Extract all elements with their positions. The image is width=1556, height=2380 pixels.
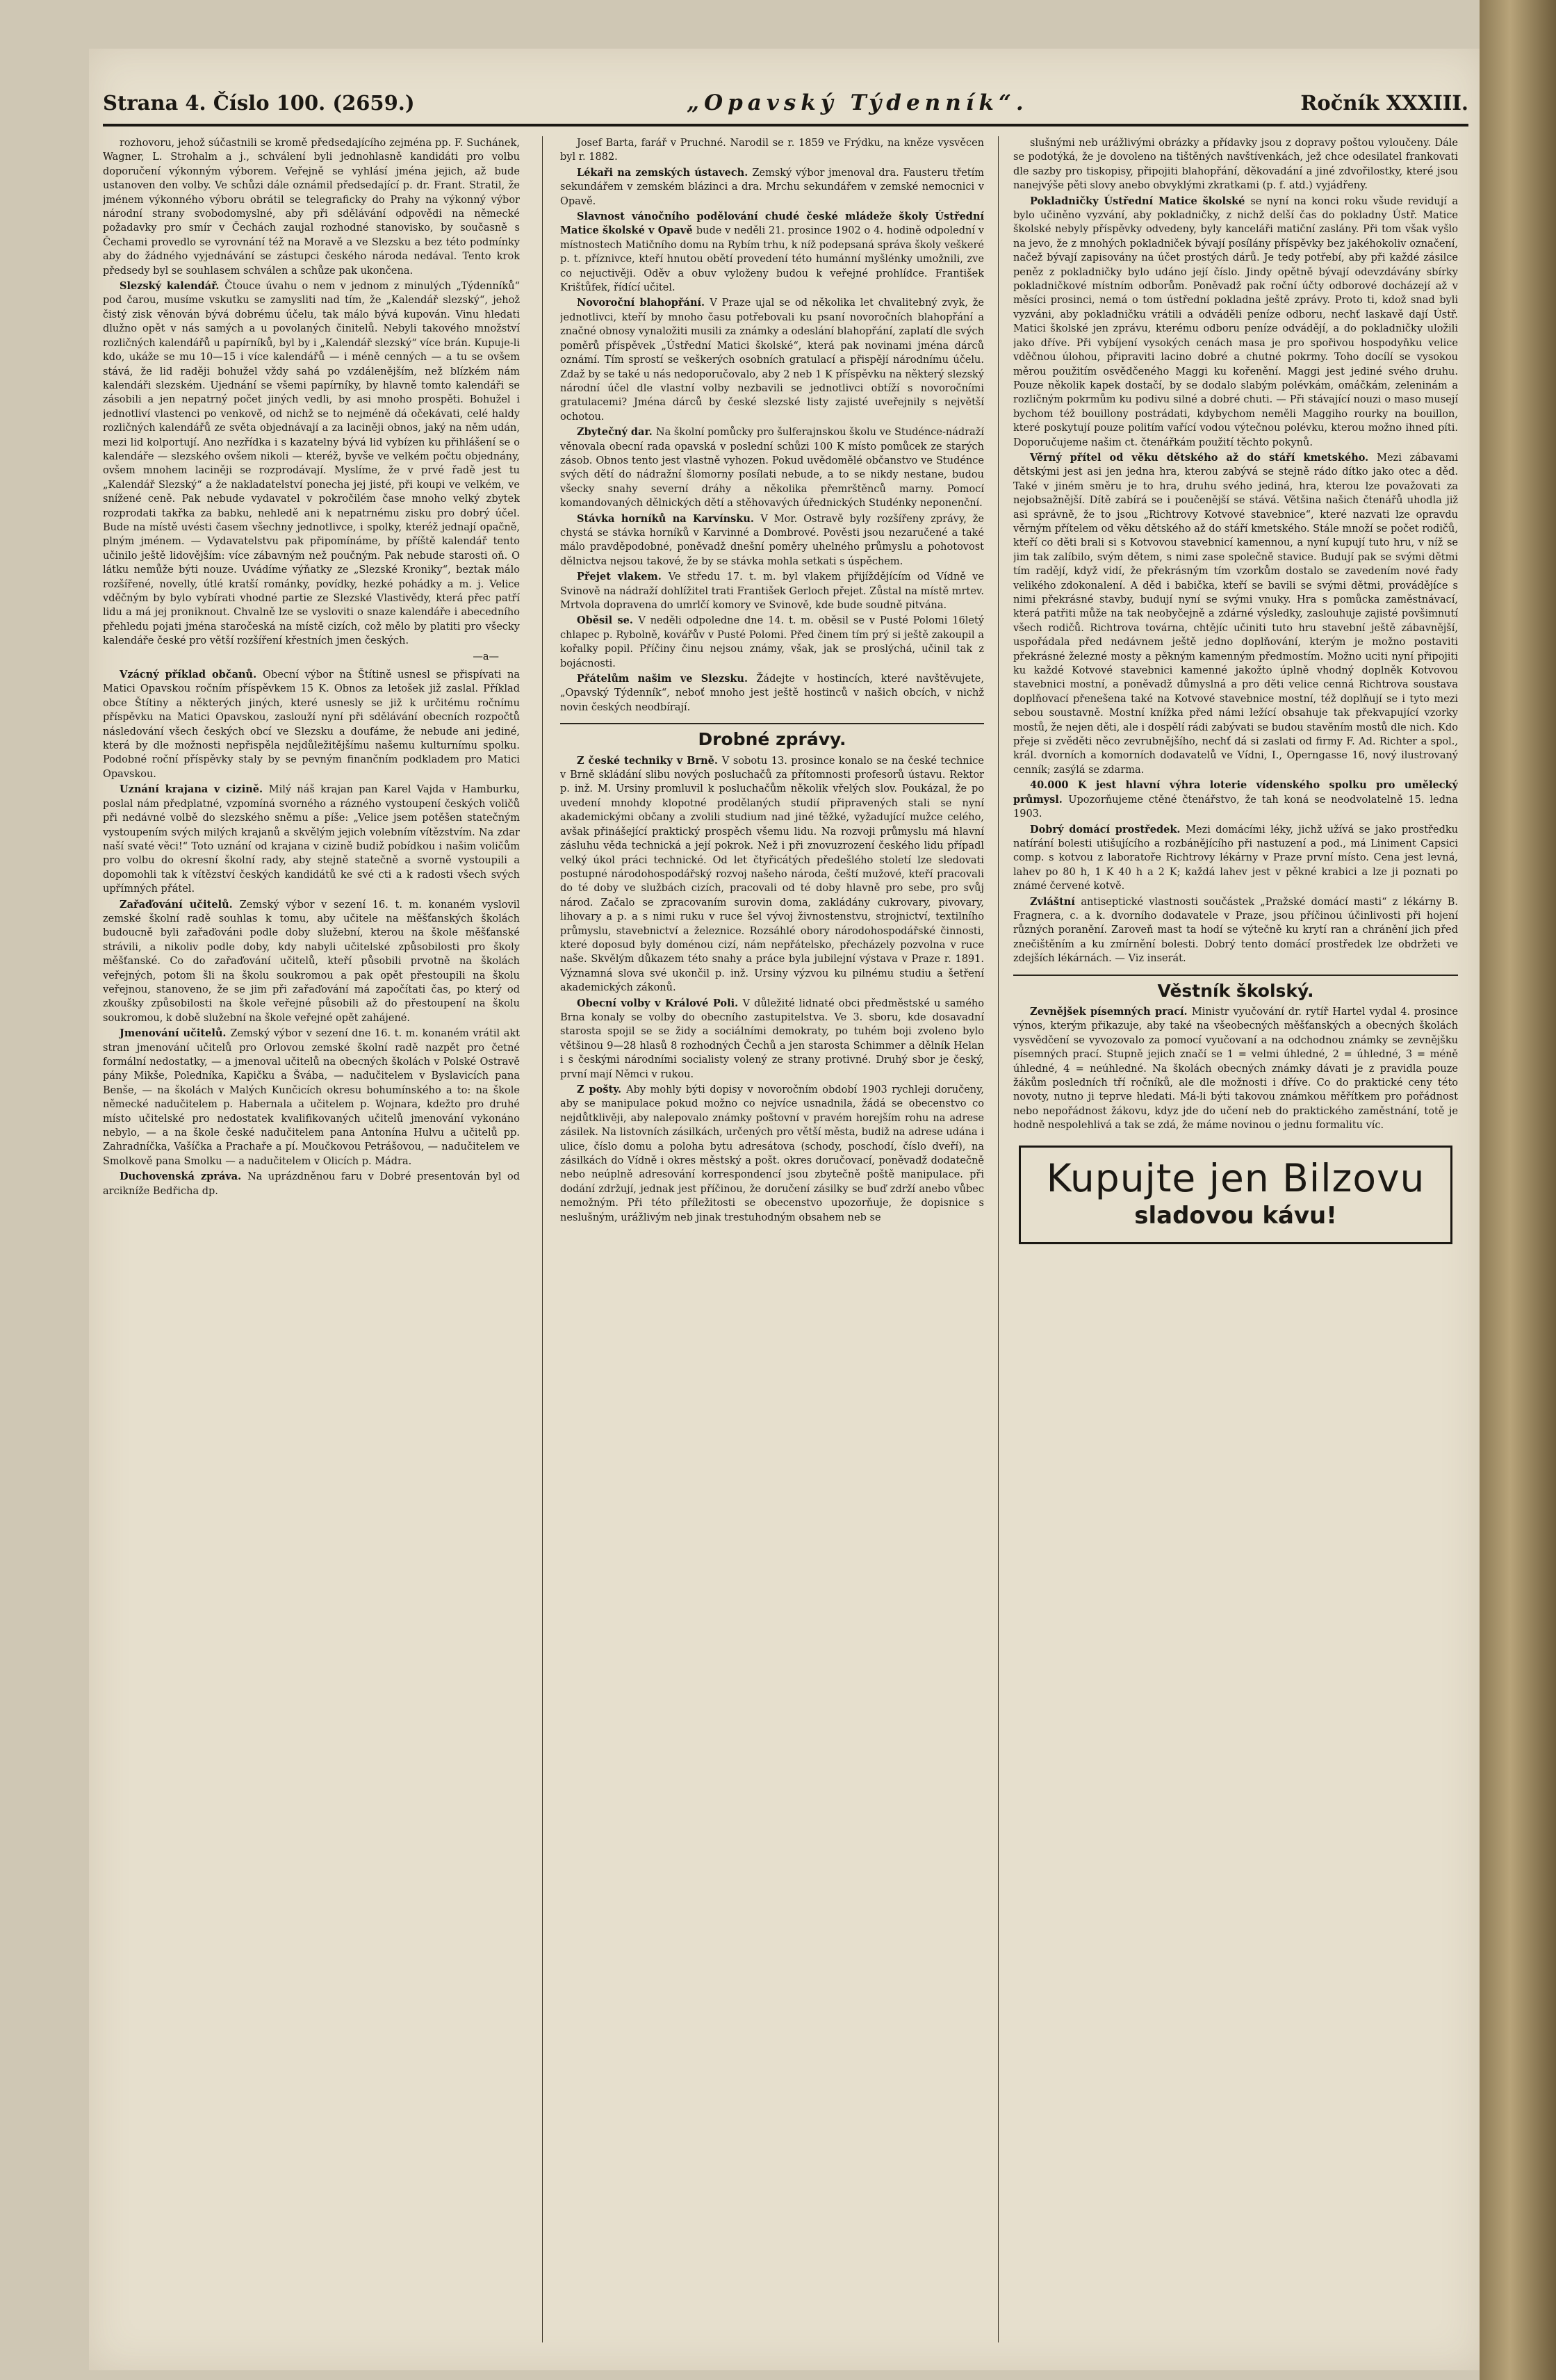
article-text: Milý náš krajan pan Karel Vajda v Hamburku, poslal nám předplatné, vzpomíná svorného a rázného vystoupení českých voličů při nedávné volbě do slezského sněmu a píše: „Velice jsem potěšen statečným vystoupením svých milých krajanů a skvělým jejich volebním vítězstvím. Na zdar naší svaté věci!“ Toto uznání od krajana v cizině budiž pobídkou i našim voličům pro volbu do okresní školní rady, aby stejně statečně a svorně vystoupili a dopomohli tak k vítězství českých kandidátů ke své cti a k radosti všech svých upřímných přátel. bbox=[103, 784, 520, 895]
article-headline: Z pošty. bbox=[577, 1084, 627, 1095]
article-text: V neděli odpoledne dne 14. t. m. oběsil se v Pusté Polomi 16letý chlapec p. Rybolně, kovářův v Pusté Polomi. Před činem tím prý si ještě zakoupil a kořalky popil. Příčiny činu nejsou známy, však, jak se proslýchá, učinil tak z bojácnosti. bbox=[560, 615, 984, 669]
ad-subline: sladovou kávu! bbox=[1134, 1201, 1337, 1230]
article-headline: Věrný přítel od věku dětského až do stáří kmetského. bbox=[1030, 451, 1377, 464]
article-paragraph bbox=[1013, 779, 1458, 821]
article-text: Mezi domácími léky, jichž užívá se jako prostředku natírání bolesti utišujícího a rozbánějícího při nastuzení a pod., má Liniment Capsici comp. s kotvou z laboratoře Richtrovy lékárny v Praze první místo. Cena jest levná, lahev po 80 h, 1 K 40 h a 2 K; každá lahev jest v pěkné krabici a lze ji poznati po známé červené kotvě. bbox=[1013, 824, 1458, 892]
article-paragraph bbox=[1013, 136, 1458, 193]
article-text: V sobotu 13. prosince konalo se na české technice v Brně skládání slibu nových posluchačů za přítomnosti profesorů ústavu. Rektor p. inž. M. Ursiny promluvil k posluchačům několik vřelých slov. Poukázal, že po uvedení mnohdy klopotné prodělaných studií připravených stali se nyní akademickými občany a zvolili studium nad jiné těžké, vyžadující mužce celého, avšak přinášející praktický prospěch všemu lidu. Na rozvoji průmyslu má hlavní zásluhu věda technická a její pokrok. Než i při znovuzrození českého lidu případl velký úkol práci technické. Od let čtyřicátých předešlého století lze sledovati postupné národohospodářský rozvoj našeho národa, čeští mužové, kteří pracovali do té doby ve službách cizích, pracovali od té doby hlavně pro sebe, pro svůj národ. Začalo se zpracovaním surovin doma, zakládány cukrovary, pivovary, lihovary a p. a s nimi ruku v ruce šel vývoj živnostenstvu, strojnictví, textilního průmyslu, stavebnictví a železnice. Rozsáhlé obory národohospodářské činnosti, které doposud byly doménou cizí, nám nepřátelsko, přecházely pozvolna v ruce naše. Skvělým důkazem této snahy a práce byla jubilejní výstava v Praze r. 1891. Významná slova své ukončil p. inž. Ursiny výzvou ku pilnému studiu a šetření akademických zákonů. bbox=[560, 755, 984, 994]
article-headline: Jmenování učitelů. bbox=[120, 1027, 231, 1040]
volume-number: Ročník XXXIII. bbox=[1300, 91, 1468, 115]
column-rule bbox=[998, 136, 999, 2342]
article-headline: Vzácný příklad občanů. bbox=[120, 669, 263, 681]
ad-headline: Kupujte jen Bilzovu bbox=[1046, 1155, 1425, 1200]
article-paragraph bbox=[1013, 823, 1458, 894]
article-text: Josef Barta, farář v Pruchné. Narodil se r. 1859 ve Frýdku, na kněze vysvěcen byl r. 1882. bbox=[560, 138, 984, 163]
article-paragraph bbox=[103, 1027, 520, 1168]
page-header bbox=[103, 82, 1468, 127]
article-paragraph bbox=[560, 614, 984, 671]
article-text: Aby mohly býti dopisy v novoročním období 1903 rychleji doručeny, aby se manipulace pokud možno co nejvíce usnadnila, žádá se obecenstvo co nejdůtklivěji, aby nalepovalo známky poštovní v pravém horejším rohu na adrese zásilek. Na listovních zásilkách, určených pro větší města, budiž na adrese udána i ulice, číslo domu a poloha bytu adresátova (schody, poschodí, číslo dveří), na zásilkách do Vídně i okres městský a pošt. okres doručovací, poněvadž dodatečně nebo neúplně adresování korrespondencí jsou zbytečně poště manipulace. při dodání zdržují, jednak jest příčinou, že doručení zásilky se buď zdrží anebo vůbec nemožným. Při této příležitosti se obecenstvo upozorňuje, že dopisnice s neslušným, urážlivým neb jinak trestuhodným obsahem neb se bbox=[560, 1084, 984, 1223]
article-headline: Zařaďování učitelů. bbox=[120, 898, 240, 911]
article-text: Čtouce úvahu o nem v jednom z minulých „Týdenníků“ pod čarou, musíme vskutku se zamysliti nad tím, že „Kalendář slezský“, jehož čistý zisk věnován bývá dobrému účelu, tak málo bývá kupován. Vinu hledati dlužno opět v nás samých a u povolaných činitelů. Nebyli takového množství rozličných kalendářů u papírníků, byl by i „Kalendář slezský“ více brán. Kupuje-li kdo, ukáže se mu 10—15 i více kalendářů — i méně cenných — a tu se ovšem stává, že lid raději bohužel vždy sahá po vzdálenějším, než blízkém nám kalendáři slezském. Ujednání se všemi papírníky, by hlavně tomto kalendáři se zásobili a jen nepatrný počet jiných vedli, by asi mnoho prospěti. Bohužel i jednotliví vlastenci po venkově, od nichž se to nejméně dá očekávati, celé haldy rozličných kalendářů ze světa objednávají a za laciněji obnos, jaký na něm udán, mezi lid kolportují. Ano nezřídka i s kazatelny bývá lid vybízen ku přihlášení se o kalendáře — slezského ovšem nikoli — kteréž, byvše ve velkém počtu objednány, ovšem mnohem laciněji se rozprodávají. Myslíme, že v prvé řadě jest tu „Kalendář Slezský“ a že nakladatelství ponecha jej jisté, při koupi ve velkém, ve snížené ceně. Pak nebude vydavatel v pokročilém čase mnoho velký zbytek rozprodati takřka za babku, nehledě ani k nepatrnému zisku pro dobrý účel. Bude na místě uvésti časem všechny jednotlivce, i spolky, kteréž jednají opačně, plným jménem. — Vydavatelstvu pak připomínáme, by příště kalendář tento učinilo ještě lidovějším: více zábavným než poučným. Pak nebude starosti oň. O látku nemůže býti nouze. Uvádíme výňatky ze „Slezské Kroniky“, beztak málo rozšířené, novelly, útlé kratší románky, povídky, hezké pohádky a m. j. Velice vděčným by bylo vybírati vhodné partie ze Slezské Vlastivědy, která přec patří lidu a má jej proniknout. Chvalně lze se vysloviti o snaze kalendáře i abecedního přehledu pojati jména staročeská na místě cizích, což mělo by platiti pro všecky kalendáře české pro větší rozšíření křestních jmen českých. bbox=[103, 281, 520, 647]
article-headline: Dobrý domácí prostředek. bbox=[1030, 823, 1186, 836]
column-rule bbox=[542, 136, 543, 2342]
article-signature: —a— bbox=[473, 651, 499, 662]
article-text: slušnými neb urážlivými obrázky a přídavky jsou z dopravy poštou vyloučeny. Dále se podotýká, že je dovoleno na tištěných navštívenkách, jež chce odesilatel frankovati dle sazby pro tiskopisy, připojiti blahopřání, děkovadání a jiné zdvořilostky, které jsou nanejvýše pěti slovy anebo obvyklými zkratkami (p. f. atd.) vyjádřeny. bbox=[1013, 138, 1458, 192]
article-headline: Zevnějšek písemných prací. bbox=[1030, 1005, 1192, 1018]
advertisement bbox=[1019, 1146, 1452, 1244]
article-headline: Zbytečný dar. bbox=[577, 426, 656, 439]
column-1 bbox=[103, 136, 520, 2342]
article-headline: Novoroční blahopřání. bbox=[577, 297, 710, 309]
article-paragraph bbox=[560, 166, 984, 209]
article-headline: Oběsil se. bbox=[577, 614, 639, 627]
article-paragraph bbox=[103, 783, 520, 896]
page-binding-edge bbox=[1480, 0, 1556, 2380]
article-paragraph bbox=[560, 512, 984, 569]
article-paragraph bbox=[560, 296, 984, 424]
article-headline: Stávka horníků na Karvínsku. bbox=[577, 512, 761, 525]
article-paragraph bbox=[560, 136, 984, 165]
article-text: Na uprázdněnou faru v Dobré presentován byl od arcikníže Bedřicha dp. bbox=[103, 1171, 520, 1197]
page-number: Strana 4. Číslo 100. (2659.) bbox=[103, 91, 415, 115]
article-text: Ministr vyučování dr. rytíř Hartel vydal 4. prosince výnos, kterým přikazuje, aby také na všeobecných měšťanských a obecných školách vysvědčení se vyvozovalo za pomocí vyučovaní a na odchodnou známky se zevnějšku písemných prací. Stupně jejich značí se 1 = velmi úhledné, 2 = úhledné, 3 = méně úhledné, 4 = neúhledné. Na školách obecných známky dávati je z pravidla pouze žákům posledních tří ročníků, ale dle možnosti i dříve. Co do praktické ceny této novoty, nutno ji teprve hledati. Má-li býti takovou známkou měřítkem pro pořádnost nebo nepořádnost žákovu, kdyz jde do učení neb do praktického zaměstnání, totě je hodně nespolehlivá a tak se zdá, že máme novinou o jednu formalitu víc. bbox=[1013, 1006, 1458, 1132]
article-paragraph bbox=[103, 668, 520, 781]
article-paragraph bbox=[1013, 1005, 1458, 1133]
article-text: se nyní na konci roku všude revidují a bylo učiněno vyzvání, aby pokladničky, z nichž delší čas do pokladny Ústř. Matice školské nebyly příspěvky odvedeny, byly kanceláři matiční zaslány. Při tom však vyšlo na jevo, že z mnohých pokladniček bývají posílány příspěvky bez jakéhokoliv označení, načež bývají zapisovány na účet prostých dárů. Je tedy potřebí, aby při každé zásilce peněz z pokladničky bylo udáno její číslo. Jindy opětně bývají odevzdávány sbírky pokladničkové místním odborům. Poněvadž pak roční účty odborové docházejí až v měsíci prosinci, nemá o tom ústřední pokladna ještě zprávy. Proto ti, kdož snad byli vyzváni, aby pokladničku vrátili a odváděli peníze odboru, nechť laskavě dají Ústř. Matici školské jen zprávu, kterému odboru peníze odvádějí, a do pokladničky uložili jako dříve. Při vybíjení vysokých cenách masa je pro spořivou hospodyňku velice vděčnou úlohou, připraviti lacino dobré a chutné pokrmy. Toho docílí se vysokou měrou použitím osvědčeného Maggi ku kořenění. Maggi jest jediné svého druhu. Pouze několik kapek dostačí, by se dodalo slabým polévkám, omáčkám, zeleninám a rozličným pokrmům ku podivu silné a dobré chuti. — Při stávající nouzi o maso musejí bychom též bouillony postrádati, kdybychom neměli Maggiho rourky na bouillon, které poskytují pouze politím vařící vodou výtečnou polévku, kterou možno ihned píti. Doporučujeme našim ct. čtenářkám použití těchto pokynů. bbox=[1013, 195, 1458, 448]
article-paragraph bbox=[560, 570, 984, 612]
article-text: antiseptické vlastnosti součástek „Pražské domácí masti“ z lékárny B. Fragnera, c. a k. dvorního dodavatele v Praze, jsou příčinou účinlivosti při hojení různých poranění. Zaroveň mast ta hodí se výtečně ku krytí ran a chránění jich před znečištěním a ku zmírnění bolesti. Dobrý tento domácí prostředek lze obdržeti ve zdejších lékárnách. — Viz inserát. bbox=[1013, 896, 1458, 965]
article-text: Obecní výbor na Štítině usnesl se přispívati na Matici Opavskou ročním příspěvkem 15 K. Obnos za letošek již zaslal. Příklad obce Štítiny a některých jiných, které usnesly se již k určitému ročnímu příspěvku na Matici Opavskou, zaslouží nyní při sdělávání obecních rozpočtů následování všech českých obcí ve Slezsku a doufáme, že nebude ani jediné, která by dle možnosti nepřispěla nejdůležitějšímu našemu kulturnímu spolku. Podobné roční příspěvky staly by se pevným finančním podkladem pro Matici Opavskou. bbox=[103, 669, 520, 780]
article-text: Mezi zábavami dětskými jest asi jen jedna hra, kterou zabývá se stejně rádo dítko jako otec a děd. Také v jiném směru je to hra, druhu svého jediná, hra, kterou lze považovati za nejobsažnější. Dítě zabírá se i poučenější se stává. Většina našich čtenářů uhodla již asi správně, že to jsou „Richtrovy Kotvové stavebnice“, které nazvati lze opravdu věrným přítelem od věku dětského až do stáří kmetského. Stále množí se počet rodičů, kteří co děti brali si s Kotvovou stavebnicí kamennou, a nyní kupují tuto hru, v níž se jim tak zalíbilo, svým dětem, s nimi zase společně stavice. Budují pak se svými dětmi tím radějí, když vidí, že překrásným tím vzorkům dostalo se zavedením nové řady velikého zdokonalení. A děd i babička, kteří se bavili se svými dětmi, provádějíce s nimi překrásné stavby, budují nyní se svými vnuky. Hra s pomůcka zaměstnávací, která patřiti může na tak neobyčejně a zdárné výsledky, zaslouhuje zajisté povšimnutí všech rodičů. Richtrova továrna, chtějíc učiniti tuto hru stavební ještě zábavnější, uspořádala před nedávnem ještě jedno doplňování, kterým je možno postaviti překrásné železné mosty a pěkným kamenným předmostím. Možno uciti nyní připojiti ku každé Kotvové stavebnici kamenné jakožto úplně vhodný doplněk Kotvovou stavebnici mostní, a poněvadž důmyslná a pro děti velice cenná Richtrova soustava doplňovací přenešena také na Kotvové stavebnice mostní, též doplňují se i tyto mezi sebou soustavně. Mostní knížka před námi ležící obsahuje tak překvapující vzorky mostů, že nejen děti, ale i dospělí rádi zabývati se budou stavěním mostů dle nich. Kdo přeje si zvěděti něco zevrubnějšího, nechť dá si zaslati od firmy F. Ad. Richter a spol., král. dvorních a komorních dodavatelů ve Vídni, I., Operngasse 16, nový ilustrovaný cenník; zasýlá se zdarma. bbox=[1013, 452, 1458, 776]
article-paragraph bbox=[103, 279, 520, 649]
article-text: Na školní pomůcky pro šulferajnskou školu ve Studénce-nádraží věnovala obecní rada opavská v poslední schůzi 100 K místo pomůcek ze starých zásob. Obnos tento jest vlastně vyhozen. Pokud uvědomělé občanstvo ve Studénce svých dětí do nádražní šlomorny posílati nebude, a to se nikdy nestane, budou všecky snahy severní dráhy a několika přemrštěnců marny. Pomocí komandovaných dělnických dětí a stěhovavých úřednických Studénky neponenční. bbox=[560, 427, 984, 510]
article-headline: Přejet vlakem. bbox=[577, 571, 669, 583]
article-text: Zemský výbor v sezení dne 16. t. m. konaném vrátil akt stran jmenování učitelů pro Orlovou zemské školní radě nazpět pro četné formální nedostatky, — a jmenoval učitelů na obecných školách v Polské Ostravě pány Mikše, Poledníka, Kapičku a Švába, — nadučitelem v Byslavicích pana Benše, — na školách v Malých Kunčicích okresu bohumínského a to: na škole německé nadučitelem p. Habernala a učitelem p. Wojnara, kdežto pro druhé místo učitelské pro nedostatek kvalifikovaných učitelů jmenování vykonáno nebylo, — a na škole české nadučitelem pana Antonína Hulvu a učitelů pp. Zahradníčka, Vašíčka a Prachaře a pí. Moučkovou Petrášovou, — nadučitelem ve Smolkově pana Smolku — a nadučitelem v Olicích p. Mádra. bbox=[103, 1028, 520, 1167]
article-headline: Slavnost vánočního podělování chudé české mládeže školy Ústřední Matice školské v Opavě bbox=[560, 211, 984, 237]
newspaper-title: „Opavský Týdenník“. bbox=[687, 90, 1029, 115]
article-text: Upozorňujeme ctěné čtenářstvo, že tah koná se neodvolatelně 15. ledna 1903. bbox=[1013, 794, 1458, 820]
article-text: bude v neděli 21. prosince 1902 o 4. hodině odpolední v místnostech Matičního domu na Rybím trhu, k níž podepsaná správa školy veškeré p. t. příznivce, kteří hnutou obětí provedení této humánní myšlénky umožnili, zve co nejuctivěji. Oděv a obuv vyloženy budou k veřejné prohlídce. František Krištůfek, řídící učitel. bbox=[560, 225, 984, 294]
article-text: Žádejte v hostincích, které navštěvujete, „Opavský Týdenník“, neboť mnoho jest ještě hostinců v našich obcích, v nichž novin českých neodbírají. bbox=[560, 674, 984, 713]
article-paragraph bbox=[560, 672, 984, 715]
article-headline: Lékaři na zemských ústavech. bbox=[577, 166, 753, 179]
article-paragraph bbox=[560, 210, 984, 295]
article-headline: Pokladničky Ústřední Matice školské bbox=[1030, 195, 1251, 207]
article-text: Zemský výbor jmenoval dra. Fausteru třetím sekundářem v zemském blázinci a dra. Mrchu sekundářem v zemské nemocnici v Opavě. bbox=[560, 167, 984, 207]
article-paragraph bbox=[560, 425, 984, 510]
article-paragraph bbox=[1013, 895, 1458, 966]
section-heading: Věstník školský. bbox=[1013, 975, 1458, 998]
article-headline: Slezský kalendář. bbox=[120, 280, 225, 293]
newspaper-page bbox=[89, 49, 1482, 2370]
article-paragraph bbox=[1013, 195, 1458, 450]
article-paragraph bbox=[103, 1170, 520, 1198]
section-heading: Drobné zprávy. bbox=[560, 723, 984, 747]
article-text: V důležité lidnaté obci předměstské u samého Brna konaly se volby do obecního zastupitelstva. Ve 3. sboru, kde dosavadní starosta spojil se se židy a sociálními demokraty, po tuhém boji zvoleno bylo většinou 9—28 hlasů 8 rozhodných Čechů a jen starosta Schimmer a dělník Helan i s českými národními socialisty volený ze strany protivné. Druhý sbor je český, první mají Němci v rukou. bbox=[560, 997, 984, 1080]
article-paragraph bbox=[103, 136, 520, 278]
article-text: Zemský výbor v sezení 16. t. m. konaném vyslovil zemské školní radě souhlas k tomu, aby učitele na měšťanských školách budoucně byli zařaďováni podle doby služební, kterou na škole měšťanské strávili, a nikoliv podle doby, kdy nabyli učitelské způsobilosti pro školy měšťanské. Co do zařaďování učitelů, kteří působili prvotně na školách veřejných, potom šli na školu soukromou a pak opět přestoupili na školu veřejnou, stanoveno, že se jim při zařaďování má započítati čas, po který od zkoušky způsobilosti na škole veřejné působili až do přestoupení na školu soukromou, k době služební na škole veřejné opět zahájené. bbox=[103, 899, 520, 1024]
column-3 bbox=[1013, 136, 1458, 2342]
article-paragraph bbox=[560, 754, 984, 995]
article-text: V Praze ujal se od několika let chvalitebný zvyk, že jednotlivci, kteří by mnoho času potřebovali ku psaní novoročních blahopřání a značné obnosy vynaložiti musili za známky a odeslání blahopřání, zaplatí dle svých poměrů příspěvek „Ústřední Matici školské“, která pak novinami jména dárců oznámí. Tím sprostí se veškerých osobních gratulací a přispějí národnímu účelu. Zdaž by se také u nás nedoporučovalo, aby 2 neb 1 K příspěvku na některý slezský národní účel dle vlastní volby nezbavili se jednotlivci obtíží s novoročními gratulacemi? Jména dárců by české slezské listy zajisté uveřejnily s největší ochotou. bbox=[560, 298, 984, 423]
article-headline: Přátelům našim ve Slezsku. bbox=[577, 673, 757, 685]
article-text: Ve středu 17. t. m. byl vlakem přijíždějícím od Vídně ve Svinově na nádraží dohlížitel trati František Gerloch přejet. Zůstal na místě mrtev. Mrtvola dopravena do umrlčí komory ve Svinově, kde bude soudně pitvána. bbox=[560, 571, 984, 611]
article-paragraph bbox=[1013, 451, 1458, 777]
article-headline: Zvláštní bbox=[1030, 895, 1081, 908]
article-headline: Obecní volby v Králové Poli. bbox=[577, 997, 743, 1009]
article-headline: 40.000 K jest hlavní výhra loterie vídenského spolku pro umělecký průmysl. bbox=[1013, 779, 1458, 806]
article-paragraph bbox=[560, 1083, 984, 1225]
article-paragraph bbox=[560, 997, 984, 1082]
article-text: V Mor. Ostravě byly rozšířeny zprávy, že chystá se stávka horníků v Karvinné a Dombrové. Pověsti jsou nezaručené a také málo pravděpodobné, poněvadž dnešní poměry uhelného průmyslu a pohotovost dělnictva nejsou takové, že by se stávka mohla setkati s úspěchem. bbox=[560, 513, 984, 567]
article-headline: Duchovenská zpráva. bbox=[120, 1171, 248, 1183]
article-headline: Uznání krajana v cizině. bbox=[120, 783, 269, 796]
article-headline: Z české techniky v Brně. bbox=[577, 754, 722, 767]
column-2 bbox=[560, 136, 984, 2342]
article-paragraph bbox=[103, 898, 520, 1026]
article-text: rozhovoru, jehož súčastnili se kromě předsedajícího zejména pp. F. Suchánek, Wagner, L. Strohalm a j., schválení byli jednohlasně kandidáti pro volbu doporučení výkonným výborem. Veřejně se vyhlásí jména jejich, až bude ustanoven den volby. Ve schůzi dále oznámil předsedající p. dr. Frant. Stratil, že jménem výkonného výboru obrátil se telegraficky do Prahy na výkonný výbor národní strany svobodomyslné, aby při sdělávání odpovědi na německé požadavky pro smír v Čechách zaujal rozhodné stanovisko, by současně s Čechami provedlo se vyrovnání též na Moravě a ve Slezsku a bez této podmínky aby do žádného vyjednávání se zástupci českého národa nedával. Tento krok předsedy byl se souhlasem schválen a schůze pak ukončena. bbox=[103, 138, 520, 277]
